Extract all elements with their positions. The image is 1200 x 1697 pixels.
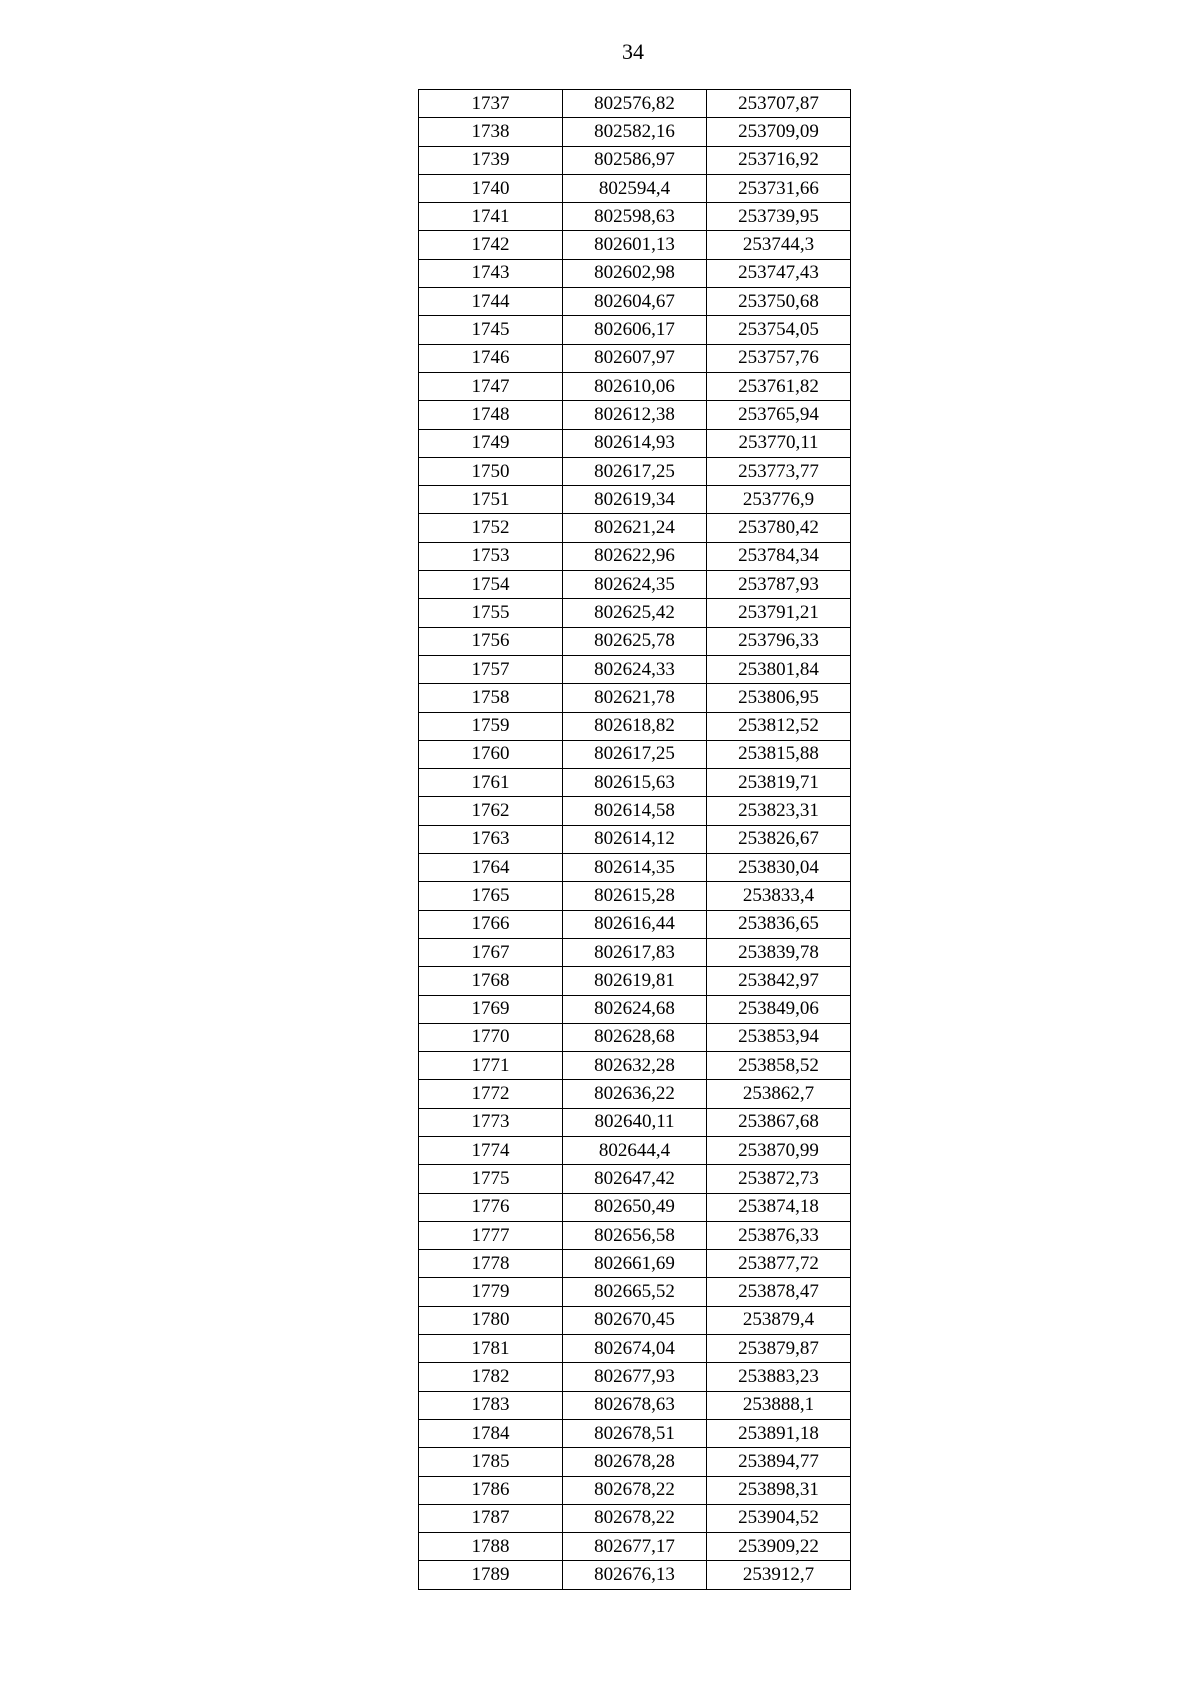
x-coordinate-cell: 802617,25 [563,457,707,485]
y-coordinate-cell: 253750,68 [707,288,851,316]
y-coordinate-cell: 253877,72 [707,1250,851,1278]
x-coordinate-cell: 802606,17 [563,316,707,344]
x-coordinate-cell: 802661,69 [563,1250,707,1278]
y-coordinate-cell: 253773,77 [707,457,851,485]
y-coordinate-cell: 253912,7 [707,1561,851,1589]
point-number-cell: 1739 [419,146,563,174]
x-coordinate-cell: 802650,49 [563,1193,707,1221]
y-coordinate-cell: 253776,9 [707,486,851,514]
table-row [419,1108,851,1136]
point-number-cell: 1751 [419,486,563,514]
table-row [419,684,851,712]
point-number-cell: 1748 [419,401,563,429]
table-row [419,599,851,627]
table-row [419,316,851,344]
point-number-cell: 1783 [419,1391,563,1419]
y-coordinate-cell: 253757,76 [707,344,851,372]
x-coordinate-cell: 802636,22 [563,1080,707,1108]
y-coordinate-cell: 253870,99 [707,1136,851,1164]
x-coordinate-cell: 802665,52 [563,1278,707,1306]
table-row [419,118,851,146]
point-number-cell: 1779 [419,1278,563,1306]
point-number-cell: 1767 [419,938,563,966]
y-coordinate-cell: 253731,66 [707,174,851,202]
table-row [419,882,851,910]
point-number-cell: 1760 [419,740,563,768]
x-coordinate-cell: 802677,17 [563,1533,707,1561]
point-number-cell: 1749 [419,429,563,457]
x-coordinate-cell: 802640,11 [563,1108,707,1136]
point-number-cell: 1778 [419,1250,563,1278]
table-row [419,712,851,740]
y-coordinate-cell: 253806,95 [707,684,851,712]
x-coordinate-cell: 802612,38 [563,401,707,429]
y-coordinate-cell: 253867,68 [707,1108,851,1136]
x-coordinate-cell: 802618,82 [563,712,707,740]
table-row [419,486,851,514]
point-number-cell: 1775 [419,1165,563,1193]
x-coordinate-cell: 802594,4 [563,174,707,202]
table-row [419,542,851,570]
y-coordinate-cell: 253853,94 [707,1023,851,1051]
y-coordinate-cell: 253842,97 [707,967,851,995]
point-number-cell: 1786 [419,1476,563,1504]
table-row [419,259,851,287]
y-coordinate-cell: 253784,34 [707,542,851,570]
x-coordinate-cell: 802632,28 [563,1052,707,1080]
table-row [419,1306,851,1334]
x-coordinate-cell: 802614,93 [563,429,707,457]
y-coordinate-cell: 253833,4 [707,882,851,910]
table-row [419,1561,851,1589]
table-row [419,1221,851,1249]
point-number-cell: 1746 [419,344,563,372]
table-row [419,938,851,966]
point-number-cell: 1763 [419,825,563,853]
x-coordinate-cell: 802678,51 [563,1419,707,1447]
y-coordinate-cell: 253878,47 [707,1278,851,1306]
point-number-cell: 1785 [419,1448,563,1476]
table-row [419,797,851,825]
table-row [419,344,851,372]
table-row [419,1533,851,1561]
table-row [419,571,851,599]
x-coordinate-cell: 802615,63 [563,769,707,797]
x-coordinate-cell: 802576,82 [563,90,707,118]
point-number-cell: 1784 [419,1419,563,1447]
table-row [419,1165,851,1193]
point-number-cell: 1752 [419,514,563,542]
x-coordinate-cell: 802628,68 [563,1023,707,1051]
x-coordinate-cell: 802624,33 [563,655,707,683]
table-row [419,457,851,485]
coordinates-table [418,89,851,1590]
y-coordinate-cell: 253761,82 [707,372,851,400]
table-row [419,1448,851,1476]
point-number-cell: 1740 [419,174,563,202]
point-number-cell: 1758 [419,684,563,712]
y-coordinate-cell: 253801,84 [707,655,851,683]
y-coordinate-cell: 253812,52 [707,712,851,740]
table-row [419,90,851,118]
table-row [419,995,851,1023]
table-row [419,429,851,457]
table-row [419,1476,851,1504]
table-row [419,1391,851,1419]
point-number-cell: 1745 [419,316,563,344]
x-coordinate-cell: 802678,22 [563,1476,707,1504]
table-row [419,401,851,429]
y-coordinate-cell: 253849,06 [707,995,851,1023]
table-row [419,1419,851,1447]
table-row [419,825,851,853]
x-coordinate-cell: 802607,97 [563,344,707,372]
y-coordinate-cell: 253709,09 [707,118,851,146]
y-coordinate-cell: 253858,52 [707,1052,851,1080]
y-coordinate-cell: 253770,11 [707,429,851,457]
point-number-cell: 1772 [419,1080,563,1108]
y-coordinate-cell: 253891,18 [707,1419,851,1447]
y-coordinate-cell: 253883,23 [707,1363,851,1391]
y-coordinate-cell: 253826,67 [707,825,851,853]
y-coordinate-cell: 253836,65 [707,910,851,938]
table-row [419,854,851,882]
y-coordinate-cell: 253909,22 [707,1533,851,1561]
point-number-cell: 1782 [419,1363,563,1391]
point-number-cell: 1769 [419,995,563,1023]
point-number-cell: 1780 [419,1306,563,1334]
x-coordinate-cell: 802621,78 [563,684,707,712]
point-number-cell: 1743 [419,259,563,287]
x-coordinate-cell: 802598,63 [563,203,707,231]
x-coordinate-cell: 802678,63 [563,1391,707,1419]
y-coordinate-cell: 253716,92 [707,146,851,174]
x-coordinate-cell: 802601,13 [563,231,707,259]
table-row [419,1363,851,1391]
x-coordinate-cell: 802624,68 [563,995,707,1023]
table-row [419,740,851,768]
point-number-cell: 1747 [419,372,563,400]
table-row [419,1278,851,1306]
y-coordinate-cell: 253787,93 [707,571,851,599]
y-coordinate-cell: 253888,1 [707,1391,851,1419]
table-row [419,288,851,316]
y-coordinate-cell: 253904,52 [707,1504,851,1532]
x-coordinate-cell: 802610,06 [563,372,707,400]
point-number-cell: 1741 [419,203,563,231]
point-number-cell: 1738 [419,118,563,146]
point-number-cell: 1750 [419,457,563,485]
point-number-cell: 1762 [419,797,563,825]
point-number-cell: 1759 [419,712,563,740]
x-coordinate-cell: 802617,25 [563,740,707,768]
table-row [419,174,851,202]
y-coordinate-cell: 253739,95 [707,203,851,231]
x-coordinate-cell: 802676,13 [563,1561,707,1589]
x-coordinate-cell: 802678,22 [563,1504,707,1532]
x-coordinate-cell: 802619,81 [563,967,707,995]
x-coordinate-cell: 802670,45 [563,1306,707,1334]
table-row [419,967,851,995]
table-row [419,1193,851,1221]
x-coordinate-cell: 802614,12 [563,825,707,853]
point-number-cell: 1742 [419,231,563,259]
table-row [419,146,851,174]
y-coordinate-cell: 253791,21 [707,599,851,627]
x-coordinate-cell: 802582,16 [563,118,707,146]
page-number: 34 [622,39,644,64]
table-row [419,1335,851,1363]
point-number-cell: 1757 [419,655,563,683]
table-row [419,627,851,655]
table-row [419,1052,851,1080]
table-row [419,372,851,400]
x-coordinate-cell: 802602,98 [563,259,707,287]
y-coordinate-cell: 253874,18 [707,1193,851,1221]
table-row [419,1504,851,1532]
x-coordinate-cell: 802614,35 [563,854,707,882]
table-row [419,1080,851,1108]
x-coordinate-cell: 802677,93 [563,1363,707,1391]
table-row [419,910,851,938]
x-coordinate-cell: 802619,34 [563,486,707,514]
x-coordinate-cell: 802586,97 [563,146,707,174]
y-coordinate-cell: 253830,04 [707,854,851,882]
point-number-cell: 1770 [419,1023,563,1051]
y-coordinate-cell: 253754,05 [707,316,851,344]
x-coordinate-cell: 802674,04 [563,1335,707,1363]
y-coordinate-cell: 253780,42 [707,514,851,542]
coordinates-table-body [419,90,851,1590]
table-row [419,1250,851,1278]
point-number-cell: 1737 [419,90,563,118]
point-number-cell: 1773 [419,1108,563,1136]
y-coordinate-cell: 253898,31 [707,1476,851,1504]
y-coordinate-cell: 253879,87 [707,1335,851,1363]
x-coordinate-cell: 802647,42 [563,1165,707,1193]
point-number-cell: 1774 [419,1136,563,1164]
y-coordinate-cell: 253747,43 [707,259,851,287]
point-number-cell: 1788 [419,1533,563,1561]
x-coordinate-cell: 802615,28 [563,882,707,910]
table-row [419,769,851,797]
table-row [419,203,851,231]
point-number-cell: 1789 [419,1561,563,1589]
y-coordinate-cell: 253815,88 [707,740,851,768]
point-number-cell: 1781 [419,1335,563,1363]
y-coordinate-cell: 253872,73 [707,1165,851,1193]
table-row [419,231,851,259]
y-coordinate-cell: 253744,3 [707,231,851,259]
x-coordinate-cell: 802604,67 [563,288,707,316]
point-number-cell: 1764 [419,854,563,882]
x-coordinate-cell: 802617,83 [563,938,707,966]
y-coordinate-cell: 253879,4 [707,1306,851,1334]
point-number-cell: 1765 [419,882,563,910]
x-coordinate-cell: 802622,96 [563,542,707,570]
point-number-cell: 1755 [419,599,563,627]
point-number-cell: 1777 [419,1221,563,1249]
table-row [419,514,851,542]
y-coordinate-cell: 253765,94 [707,401,851,429]
point-number-cell: 1776 [419,1193,563,1221]
y-coordinate-cell: 253819,71 [707,769,851,797]
point-number-cell: 1766 [419,910,563,938]
x-coordinate-cell: 802678,28 [563,1448,707,1476]
point-number-cell: 1754 [419,571,563,599]
point-number-cell: 1761 [419,769,563,797]
point-number-cell: 1787 [419,1504,563,1532]
x-coordinate-cell: 802644,4 [563,1136,707,1164]
y-coordinate-cell: 253894,77 [707,1448,851,1476]
y-coordinate-cell: 253707,87 [707,90,851,118]
x-coordinate-cell: 802614,58 [563,797,707,825]
table-row [419,655,851,683]
x-coordinate-cell: 802625,78 [563,627,707,655]
y-coordinate-cell: 253862,7 [707,1080,851,1108]
y-coordinate-cell: 253876,33 [707,1221,851,1249]
y-coordinate-cell: 253839,78 [707,938,851,966]
point-number-cell: 1771 [419,1052,563,1080]
x-coordinate-cell: 802621,24 [563,514,707,542]
x-coordinate-cell: 802624,35 [563,571,707,599]
y-coordinate-cell: 253796,33 [707,627,851,655]
y-coordinate-cell: 253823,31 [707,797,851,825]
x-coordinate-cell: 802616,44 [563,910,707,938]
point-number-cell: 1768 [419,967,563,995]
x-coordinate-cell: 802656,58 [563,1221,707,1249]
point-number-cell: 1753 [419,542,563,570]
x-coordinate-cell: 802625,42 [563,599,707,627]
table-row [419,1023,851,1051]
point-number-cell: 1756 [419,627,563,655]
point-number-cell: 1744 [419,288,563,316]
table-row [419,1136,851,1164]
